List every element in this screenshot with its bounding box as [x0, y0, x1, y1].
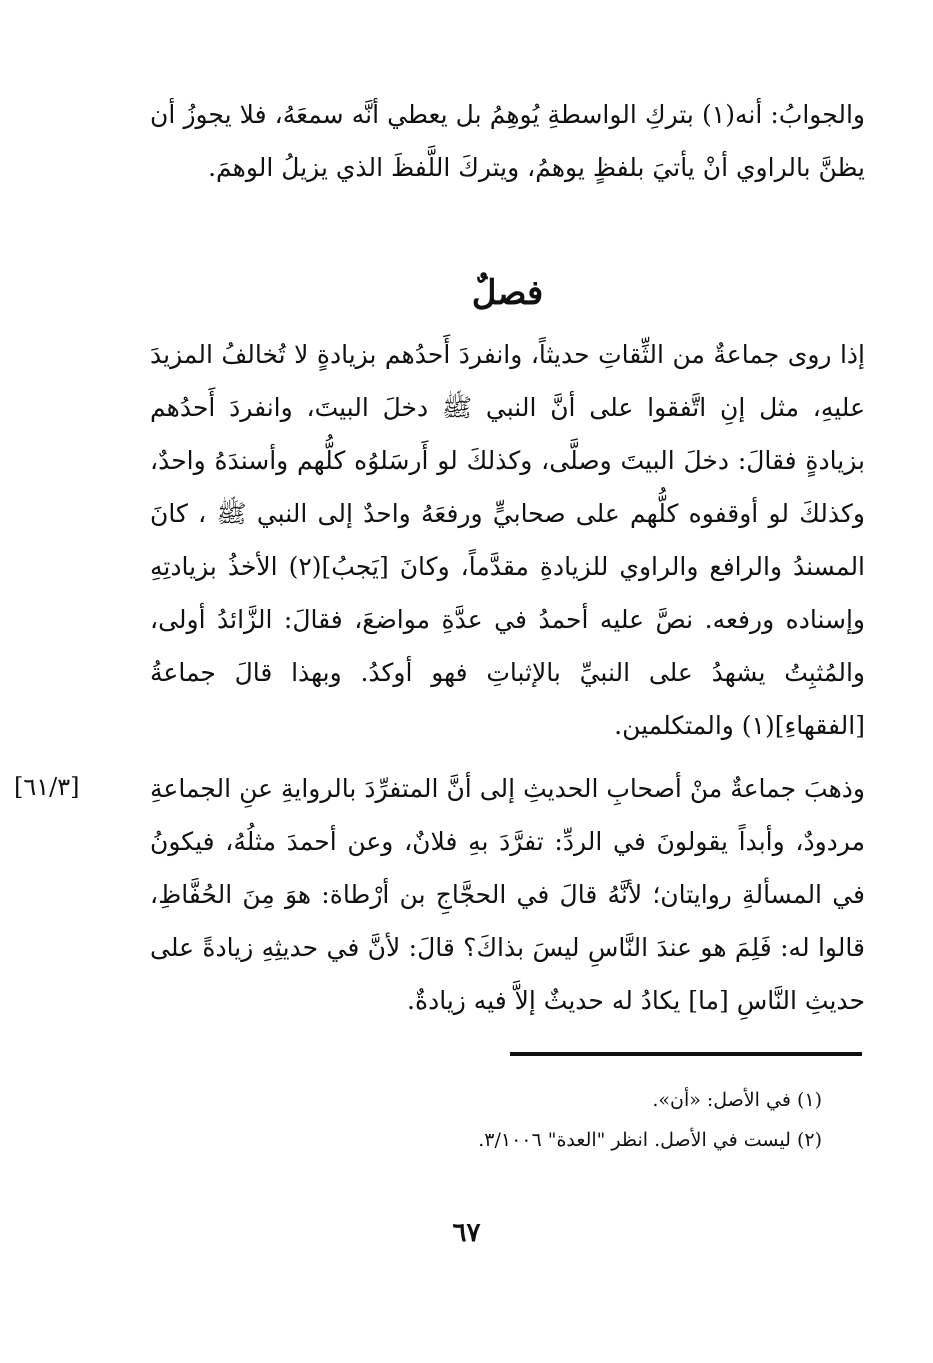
footnotes: [300, 1080, 822, 1160]
page-number: ٦٧: [452, 1218, 481, 1248]
intro-text: [150, 88, 865, 194]
section-paragraph-2: وذهبَ جماعةٌ منْ أصحابِ الحديثِ إلى أنَّ المتفرِّدَ بالروايةِ عنِ الجماعةِ مردودٌ، وأبداً يقولونَ في الردِّ: تفرَّدَ بهِ فلانٌ، وعن أحمدَ مثلُهُ، فيكونُ في المسألةِ روايتان؛ لأنَّهُ قالَ في الحجَّاجِ بن أرْطاة: هوَ مِنَ الحُفَّاظِ، قالوا له: فَلِمَ هو عندَ النَّاسِ ليسَ بذاكَ؟ قالَ: لأنَّ في حديثِهِ زيادةً على حديثِ النَّاسِ [ما] يكادُ له حديثٌ إلاَّ فيه زيادةٌ.: [150, 774, 865, 1015]
section-heading: فصلٌ: [471, 273, 544, 313]
footnote-1: (١) في الأصل: «أن».: [652, 1089, 822, 1111]
footnote-2: (٢) ليست في الأصل. انظر "العدة" ٣/١٠٠٦.: [478, 1129, 822, 1151]
intro-paragraph: والجوابُ: أنه(١) بتركِ الواسطةِ يُوهِمُ بل يعطي أنَّه سمعَهُ، فلا يجوزُ أن يظنَّ بالراوي أنْ يأتيَ بلفظٍ يوهمُ، ويتركَ اللَّفظَ الذي يزيلُ الوهمَ.: [150, 100, 865, 182]
section-paragraph-1: إذا روى جماعةٌ من الثِّقاتِ حديثاً، وانفردَ أَحدُهم بزيادةٍ لا تُخالفُ المزيدَ عليهِ، مثل إنِ اتَّفقوا على أنَّ النبي ﷺ دخلَ البيتَ، وانفردَ أَحدُهم بزيادةٍ فقالَ: دخلَ البيتَ وصلَّى، وكذلكَ لو أَرسَلوُه كلُّهم وأسندَهُ واحدٌ، وكذلكَ لو أوقفوه كلُّهم على صحابيٍّ ورفعَهُ واحدٌ إلى النبي ﷺ ، كانَ المسندُ والرافع والراوي للزيادةِ مقدَّماً، وكانَ [يَجبُ](٢) الأخذُ بزيادتِهِ وإسناده ورفعه. نصَّ عليه أحمدُ في عدَّةِ مواضعَ، فقالَ: الزَّائدُ أولى، والمُثبِتُ يشهدُ على النبيِّ بالإثباتِ فهو أوكدُ. وبهذا قالَ جماعةُ [الفقهاءِ](١) والمتكلمين.: [150, 340, 866, 740]
footnote-separator: [510, 1052, 862, 1056]
margin-reference: [٦١/٣]: [14, 773, 80, 801]
section-body: [150, 328, 865, 1027]
